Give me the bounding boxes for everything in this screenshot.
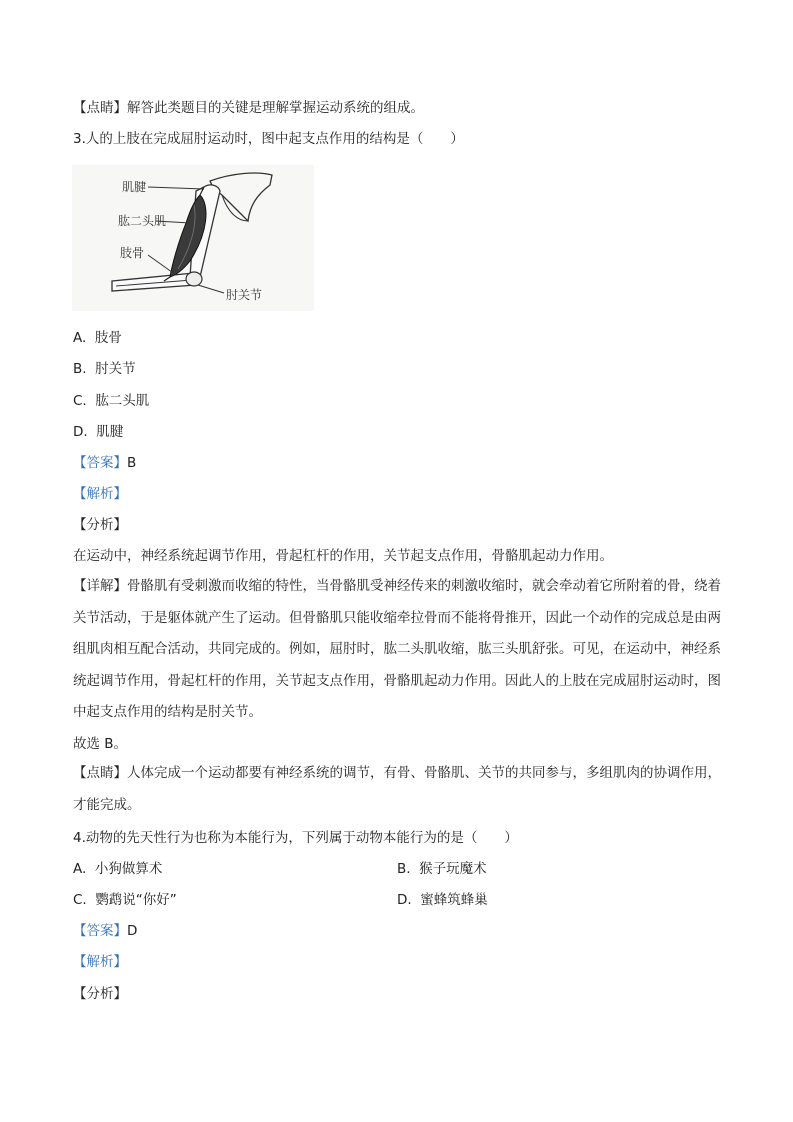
q4-option-b — [397, 860, 487, 878]
q3-analysis-label: 【解析】 — [73, 486, 127, 502]
top-dianjing — [73, 99, 424, 117]
option-text: 肢骨 — [94, 330, 122, 346]
dianjing-bracket: 【点睛】 — [73, 100, 127, 116]
answer-value: D — [127, 923, 138, 939]
q4-option-c — [73, 891, 177, 909]
option-text: 肘关节 — [95, 361, 136, 377]
option-text: 小狗做算术 — [94, 861, 163, 877]
q3-option-c — [73, 392, 149, 410]
option-letter: D. — [397, 892, 412, 908]
detail-text: 骨骼肌有受刺激而收缩的特性，当骨骼肌受神经传来的刺激收缩时，就会牵动着它所附着的骨，绕着关节活动，于是躯体就产生了运动。但骨骼肌只能收缩牵拉骨而不能将骨推开，因此一个动作的完成总是由两组肌肉相互配合活动，共同完成的。例如，屈肘时，肱二头肌收缩，肱三头肌舒张。可见，在运动中，神经系统起调节作用，骨起杠杆的作用，关节起支点作用，骨骼肌起动力作用。因此人的上肢在完成屈肘运动时，图中起支点作用的结构是肘关节。 — [73, 578, 721, 720]
option-letter: C. — [73, 393, 87, 409]
q4-analysis-label: 【解析】 — [73, 954, 127, 970]
option-letter: D. — [73, 424, 88, 440]
q3-fenxi-text: 在运动中，神经系统起调节作用，骨起杠杆的作用，关节起支点作用，骨骼肌起动力作用。 — [73, 548, 613, 564]
option-letter: A. — [73, 861, 87, 877]
q4-option-a — [73, 860, 162, 878]
q4-question: 4.动物的先天性行为也称为本能行为，下列属于动物本能行为的是（ ） — [73, 830, 518, 846]
option-letter: C. — [73, 892, 87, 908]
dianjing-text: 解答此类题目的关键是理解掌握运动系统的组成。 — [127, 100, 424, 116]
q3-fenxi-label: 【分析】 — [73, 517, 127, 533]
arm-diagram — [72, 165, 314, 311]
option-letter: B. — [397, 861, 411, 877]
q3-conclusion: 故选 B。 — [73, 736, 128, 752]
q4-answer — [73, 922, 137, 940]
q3-option-d — [73, 423, 123, 441]
label-elbow: 肘关节 — [226, 288, 263, 302]
option-text: 蜜蜂筑蜂巢 — [420, 892, 488, 908]
dianjing-text: 人体完成一个运动都要有神经系统的调节，有骨、骨骼肌、关节的共同参与，多组肌肉的协调作用，才能完成。 — [73, 765, 721, 813]
elbow-joint — [186, 272, 202, 286]
q3-dianjing — [73, 758, 721, 821]
leader-humerus — [148, 255, 176, 275]
leader-tendon — [148, 187, 204, 189]
detail-bracket: 【详解】 — [73, 578, 127, 594]
q3-detail — [73, 571, 721, 729]
label-biceps: 肱二头肌 — [118, 214, 167, 228]
q3-question: 3.人的上肢在完成屈肘运动时，图中起支点作用的结构是（ ） — [73, 131, 464, 147]
leader-elbow — [198, 285, 224, 293]
answer-value: B — [127, 455, 137, 471]
dianjing-bracket: 【点睛】 — [73, 765, 127, 781]
option-text: 肌腱 — [96, 424, 124, 440]
q3-option-b — [73, 360, 136, 378]
label-tendon: 肌腱 — [122, 180, 147, 194]
option-letter: B. — [73, 361, 87, 377]
label-humerus: 肢骨 — [120, 246, 145, 260]
scapula-shape — [210, 173, 272, 221]
q4-fenxi-label: 【分析】 — [73, 986, 127, 1002]
option-text: 猴子玩魔术 — [419, 861, 487, 877]
option-text: 肱二头肌 — [95, 393, 150, 409]
arm-figure — [72, 165, 314, 311]
option-letter: A. — [73, 330, 87, 346]
q3-answer — [73, 454, 136, 472]
option-text: 鹦鹉说“你好” — [95, 892, 177, 908]
answer-bracket: 【答案】 — [73, 455, 127, 471]
q3-option-a — [73, 329, 122, 347]
q4-option-d — [397, 891, 488, 909]
answer-bracket: 【答案】 — [73, 923, 127, 939]
